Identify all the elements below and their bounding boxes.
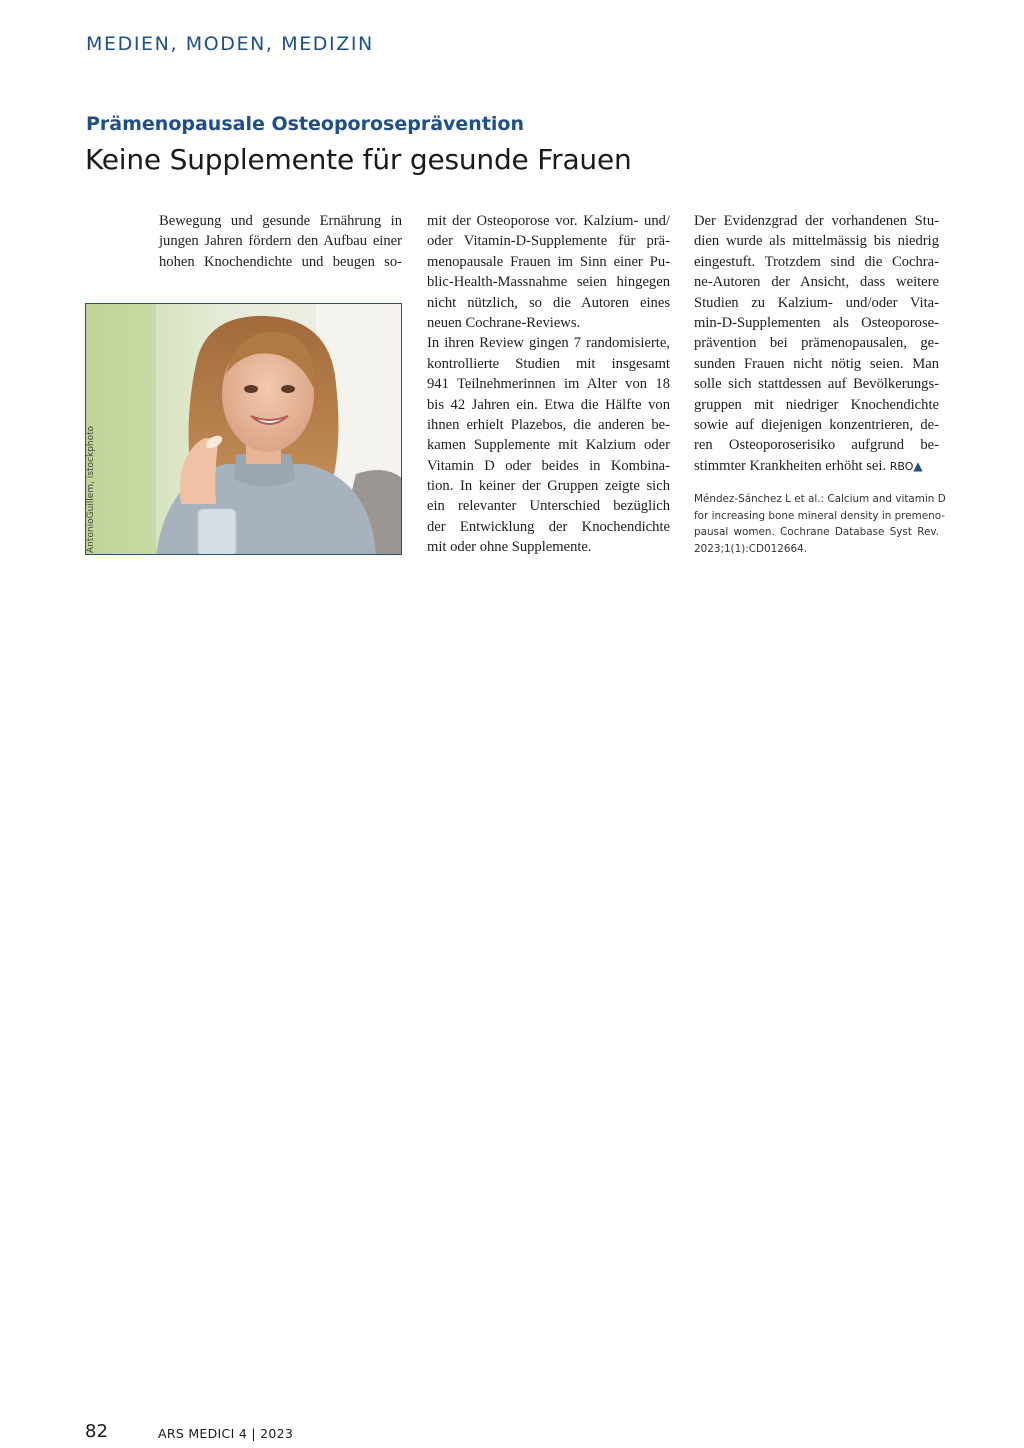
text-line: dien wurde als mittelmässig bis niedrig xyxy=(694,233,939,250)
text-line: nicht nützlich, so die Autoren eines xyxy=(427,294,670,311)
article-photo xyxy=(85,303,402,555)
page-number: 82 xyxy=(85,1421,108,1442)
text-line: In ihren Review gingen 7 randomisierte, xyxy=(427,335,670,352)
text-line: kontrollierte Studien mit insgesamt xyxy=(427,355,670,372)
text-line: jungen Jahren fördern den Aufbau einer xyxy=(159,233,402,250)
reference xyxy=(694,491,946,557)
article-title: Keine Supplemente für gesunde Frauen xyxy=(85,143,632,176)
end-mark-icon: ▲ xyxy=(913,458,923,473)
text-line: Vitamin D oder beides in Kombina- xyxy=(427,457,670,474)
text-line: hohen Knochendichte und beugen so- xyxy=(159,253,402,270)
text-line: solle sich stattdessen auf Bevölkerungs- xyxy=(694,376,939,393)
text-line: menopausale Frauen im Sinn einer Pu- xyxy=(427,253,670,270)
reference-line: pausal women. Cochrane Database Syst Rev. xyxy=(694,526,939,539)
text-line: ne-Autoren der Ansicht, dass weitere xyxy=(694,274,939,291)
author-signature: RBO xyxy=(889,459,914,473)
text-line: Bewegung und gesunde Ernährung in xyxy=(159,213,402,229)
text-line: tion. In keiner der Gruppen zeigte sich xyxy=(427,478,670,495)
text-line: ren Osteoporoserisiko aufgrund be- xyxy=(694,437,939,454)
text-line: 941 Teilnehmerinnen im Alter von 18 xyxy=(427,376,670,393)
text-line: oder Vitamin-D-Supplemente für prä- xyxy=(427,233,670,250)
text-column-3 xyxy=(694,211,939,476)
text-line: bis 42 Jahren ein. Etwa die Hälfte von xyxy=(427,396,670,413)
woman-taking-pill-illustration xyxy=(86,304,402,555)
final-text-line xyxy=(694,456,939,476)
article-kicker: Prämenopausale Osteoporoseprävention xyxy=(86,113,524,135)
text-line: eingestuft. Trotzdem sind die Cochra- xyxy=(694,253,939,270)
text-line: Der Evidenzgrad der vorhandenen Stu- xyxy=(694,213,939,229)
journal-issue: ARS MEDICI 4 | 2023 xyxy=(158,1426,294,1441)
text-line: min-D-Supplementen als Osteoporose- xyxy=(694,314,939,331)
text-line: sowie auf diejenigen konzentrieren, de- xyxy=(694,416,939,433)
text-line: ihnen erhielt Plazebos, die anderen be- xyxy=(427,416,670,433)
text-line: blic-Health-Massnahme seien hingegen xyxy=(427,274,670,291)
text-column-2 xyxy=(427,211,670,558)
text-line: mit oder ohne Supplemente. xyxy=(427,539,592,556)
text-line: sunden Frauen nicht nötig seien. Man xyxy=(694,355,939,372)
text-line: gruppen mit niedriger Knochendichte xyxy=(694,396,939,413)
reference-line: Méndez-Sánchez L et al.: Calcium and vitamin D xyxy=(694,493,946,505)
text-column-1 xyxy=(159,211,402,272)
text-line: neuen Cochrane-Reviews. xyxy=(427,314,581,331)
text-line-end: stimmter Krankheiten erhöht sei. xyxy=(694,457,887,474)
text-line: mit der Osteoporose vor. Kalzium- und/ xyxy=(427,213,670,229)
reference-line: 2023;1(1):CD012664. xyxy=(694,542,807,555)
text-line: der Entwicklung der Knochendichte xyxy=(427,518,670,535)
text-line: ein relevanter Unterschied bezüglich xyxy=(427,498,670,515)
text-line: Studien zu Kalzium- und/oder Vita- xyxy=(694,294,939,311)
photo-credit: AntonioGuillem, istockphoto xyxy=(86,425,96,553)
text-line: prävention bei prämenopausalen, ge- xyxy=(694,335,939,352)
reference-line: for increasing bone mineral density in premeno- xyxy=(694,509,946,522)
section-label: MEDIEN, MODEN, MEDIZIN xyxy=(86,33,374,55)
text-line: kamen Supplemente mit Kalzium oder xyxy=(427,437,670,454)
